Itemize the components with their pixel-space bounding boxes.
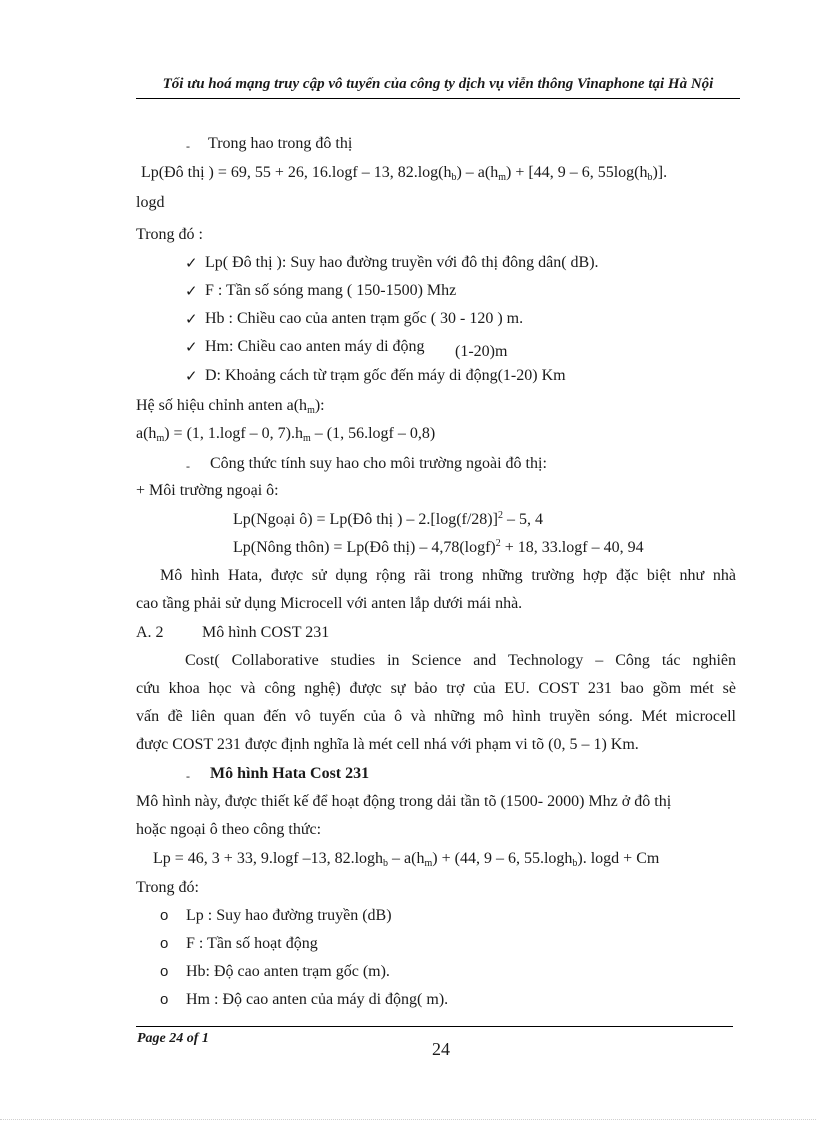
- page-edge: [0, 1119, 816, 1120]
- def2-item-0: o Lp : Suy hao đường truyền (dB): [160, 907, 392, 924]
- def1-item-4: ✓ D: Khoảng cách từ trạm gốc đến máy di động(1-20) Km: [185, 367, 566, 385]
- hata-cost-para-line-0: Mô hình này, được thiết kế để hoạt động trong dải tần tõ (1500- 2000) Mhz ở đô thị: [136, 793, 672, 810]
- dash-bullet: -: [186, 139, 190, 153]
- hata-cost-heading: Mô hình Hata Cost 231: [210, 765, 370, 782]
- formula-urban: Lp(Đô thị ) = 69, 55 + 26, 16.logf – 13, $82.\log(h_b) - a(h_m) + [44$, 9 – 6, $55\log(h_b)$].: [141, 164, 668, 183]
- check-icon: ✓: [185, 310, 198, 328]
- formula-correction: $a(h_m) = (1$, 1.logf – 0, $7).h_m - (1$, 56.logf – 0,8): [136, 425, 436, 444]
- cost-para-line-1: cứu khoa học và công nghệ) được sự bảo trợ của EU. COST 231 bao gồm mét sè: [136, 680, 736, 697]
- correction-label: Hệ số hiệu chỉnh anten $a(h_m)$:: [136, 397, 325, 416]
- running-header: Tối ưu hoá mạng truy cập vô tuyến của công ty dịch vụ viễn thông Vinaphone tại Hà Nội: [136, 76, 740, 99]
- dash-bullet: -: [186, 769, 190, 783]
- footer-rule: [136, 1026, 733, 1027]
- cost-para-line-0: Cost( Collaborative studies in Science and Technology – Công tác nghiên: [185, 652, 736, 669]
- suburban-heading: Công thức tính suy hao cho môi trường ngoài đô thị:: [210, 455, 547, 472]
- formula-suburban: Lp(Ngoại ô) = Lp(Đô thị ) – $2.[\log(f/28)]^2 - 5$, 4: [233, 510, 543, 528]
- def1-item-1: ✓ F : Tần số sóng mang ( 150-1500) Mhz: [185, 282, 457, 300]
- check-icon: ✓: [185, 367, 198, 385]
- circle-bullet-icon: o: [160, 907, 169, 924]
- formula-cost231: Lp = 46, 3 + 33, 9.logf –13, $82.\log h_b - a(h_m) + (44$, 9 – 6, 55.logh$_b$). logd + Cm: [153, 850, 660, 869]
- section-number: A. 2: [136, 624, 164, 641]
- circle-bullet-icon: o: [160, 991, 169, 1008]
- cost-para-line-3: được COST 231 được định nghĩa là mét cell nhá với phạm vi tõ (0, 5 – 1) Km.: [136, 736, 639, 753]
- page-number: 24: [432, 1039, 450, 1059]
- section-title: Mô hình COST 231: [202, 624, 330, 641]
- def2-item-1: o F : Tần số hoạt động: [160, 935, 318, 952]
- def2-item-2: o Hb: Độ cao anten trạm gốc (m).: [160, 963, 390, 980]
- check-icon: ✓: [185, 254, 198, 272]
- check-icon: ✓: [185, 338, 198, 356]
- footer-page-label: Page 24 of 1: [137, 1031, 209, 1046]
- def1-item-2: ✓ Hb : Chiều cao của anten trạm gốc ( 30 - 120 ) m.: [185, 310, 524, 328]
- hata-para-line-0: Mô hình Hata, được sử dụng rộng rãi trong những trường hợp đặc biệt như nhà: [160, 567, 736, 584]
- circle-bullet-icon: o: [160, 963, 169, 980]
- hata-para-line-1: cao tầng phải sử dụng Microcell với anten lắp dưới mái nhà.: [136, 595, 523, 612]
- def2-item-3: o Hm : Độ cao anten của máy di động( m).: [160, 991, 449, 1008]
- circle-bullet-icon: o: [160, 935, 169, 952]
- urban-heading: Trong hao trong đô thị: [208, 135, 353, 152]
- urban-heading-item: [186, 134, 353, 154]
- hm-range: (1-20)m: [455, 343, 508, 360]
- dash-bullet: -: [186, 459, 190, 473]
- cost-para-line-2: vấn đề liên quan đến vô tuyến của ô và những mô hình truyền sóng. Mét microcell: [136, 708, 736, 725]
- def1-item-0: ✓ Lp( Đô thị ): Suy hao đường truyền với đô thị đông dân( dB).: [185, 254, 599, 272]
- check-icon: ✓: [185, 282, 198, 300]
- suburban-heading-item: [186, 454, 547, 474]
- hata-cost-heading-item: [186, 764, 370, 784]
- where-label-1: Trong đó :: [136, 226, 203, 243]
- hata-cost-para-line-1: hoặc ngoại ô theo công thức:: [136, 821, 322, 838]
- suburban-env-label: + Môi trường ngoại ô:: [136, 482, 279, 499]
- formula-rural: Lp(Nông thôn) = Lp(Đô thị) – $4,78(\log f)^2 + 18$, 33.logf – 40, 94: [233, 538, 644, 556]
- formula-urban-cont: logd: [136, 194, 165, 211]
- where-label-2: Trong đó:: [136, 879, 199, 896]
- def1-item-3: ✓ Hm: Chiều cao anten máy di động: [185, 338, 425, 356]
